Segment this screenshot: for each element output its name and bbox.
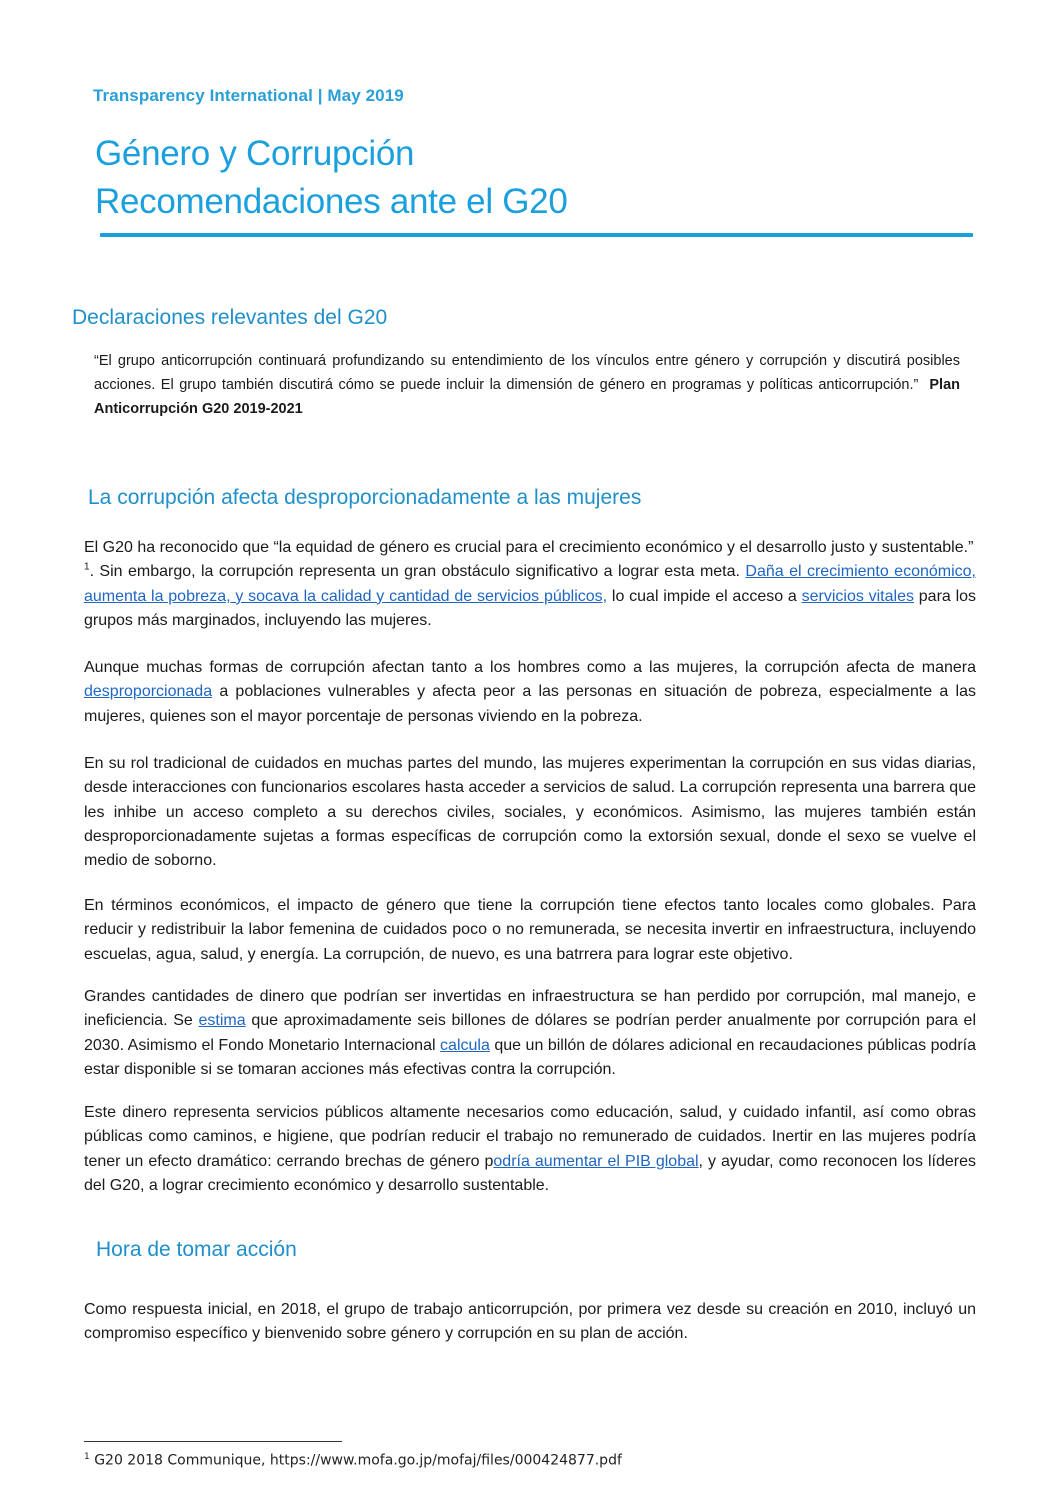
title-underline-rule <box>100 233 973 237</box>
paragraph-text: , y ayudar, como reconocen los líderes del G20, a lograr crecimiento económico y desarrollo sustentable. <box>84 1152 976 1194</box>
footnote <box>84 1452 622 1469</box>
quote-source: Plan Anticorrupción G20 2019-2021 <box>94 377 961 417</box>
paragraph-text: Grandes cantidades de dinero que podrían ser invertidas en infraestructura se han perdido por corrupción, mal manejo, e ineficiencia. Se <box>84 988 976 1030</box>
heading-declarations: Declaraciones relevantes del G20 <box>72 306 388 329</box>
footnote-reference[interactable]: 1 <box>84 561 90 573</box>
paragraph-3: En su rol tradicional de cuidados en muchas partes del mundo, las mujeres experimentan la corrupción en sus vidas diarias, desde interacciones con funcionarios escolares hasta acceder a servicios de salud. La corrupción representa una barrera que les inhibe un acceso completo a su derechos civiles, sociales, y económicos. Asimismo, las mujeres también están desproporcionadamente sujetas a formas específicas de corrupción como la extorsión sexual, donde el sexo se vuelve el medio de soborno. <box>84 755 976 870</box>
paragraph-text: Aunque muchas formas de corrupción afectan tanto a los hombres como a las mujeres, la corrupción afecta de manera <box>84 659 976 676</box>
paragraph-text: que aproximadamente seis billones de dólares se podrían perder anualmente por corrupción para el 2030. Asimismo el Fondo Monetario Internacional <box>84 1012 977 1054</box>
paragraph-text: a poblaciones vulnerables y afecta peor a las personas en situación de pobreza, especialmente a las mujeres, quienes son el mayor porcentaje de personas viviendo en la pobreza. <box>84 683 976 725</box>
paragraph-text: que un billón de dólares adicional en recaudaciones públicas podría estar disponible si se tomaran acciones más efectivas contra la corrupción. <box>84 1036 976 1078</box>
paragraph-text: para los grupos más marginados, incluyendo las mujeres. <box>84 587 977 629</box>
link-vital-services[interactable]: servicios vitales <box>801 587 914 605</box>
document-title-line2: Recomendaciones ante el G20 <box>95 182 568 221</box>
paragraph-text: Este dinero representa servicios públicos altamente necesarios como educación, salud, y cuidado infantil, así como obras públicas como caminos, e higiene, que podrían reducir el trabajo no remunerado de cuidados. Inertir en las mujeres podría tener un efecto dramático: cerrando brechas de género p <box>84 1104 976 1170</box>
paragraph-action: Como respuesta inicial, en 2018, el grupo de trabajo anticorrupción, por primera vez desde su creación en 2010, incluyó un compromiso específico y bienvenido sobre género y corrupción en su plan de acción. <box>84 1301 976 1343</box>
paragraph-6 <box>84 1101 976 1198</box>
link-global-gdp[interactable]: odría aumentar el PIB global <box>493 1152 699 1170</box>
link-disproportionate[interactable]: desproporcionada <box>84 683 213 701</box>
footnote-number: 1 <box>84 1452 90 1462</box>
header-organization-date: Transparency International | May 2019 <box>93 86 404 105</box>
paragraph-text: lo cual impide el acceso a <box>611 587 797 605</box>
link-economic-growth[interactable]: Daña el crecimiento económico, aumenta la pobreza, y socava la calidad y cantidad de servicios públicos, <box>84 563 977 605</box>
paragraph-1 <box>84 536 976 633</box>
document-title-line1: Género y Corrupción <box>95 134 415 173</box>
quote-text: “El grupo anticorrupción continuará profundizando su entendimiento de los vínculos entre género y corrupción y discutirá posibles acciones. El grupo también discutirá cómo se puede incluir la dimensión de género en programas y políticas anticorrupción.” <box>94 353 960 393</box>
paragraph-5 <box>84 985 976 1082</box>
link-estimate[interactable]: estima <box>198 1012 246 1030</box>
heading-time-to-act: Hora de tomar acción <box>96 1238 297 1261</box>
footnote-separator <box>84 1441 342 1442</box>
paragraph-2 <box>84 656 976 729</box>
footnote-text: G20 2018 Communique, https://www.mofa.go.jp/mofaj/files/000424877.pdf <box>94 1452 622 1469</box>
g20-quote <box>94 349 960 421</box>
paragraph-text: . Sin embargo, la corrupción representa un gran obstáculo significativo a lograr esta meta. <box>89 563 740 581</box>
paragraph-4: En términos económicos, el impacto de género que tiene la corrupción tiene efectos tanto locales como globales. Para reducir y redistribuir la labor femenina de cuidados poco o no remunerada, se necesita invertir en infraestructura, incluyendo escuelas, agua, salud, y energía. La corrupción, de nuevo, es una batrrera para lograr este objetivo. <box>84 897 976 963</box>
link-imf-calculation[interactable]: calcula <box>440 1036 490 1054</box>
paragraph-text: El G20 ha reconocido que “la equidad de género es crucial para el crecimiento económico y el desarrollo justo y sustentable.” <box>84 539 974 556</box>
heading-corruption-affects-women: La corrupción afecta desproporcionadamente a las mujeres <box>88 486 642 509</box>
